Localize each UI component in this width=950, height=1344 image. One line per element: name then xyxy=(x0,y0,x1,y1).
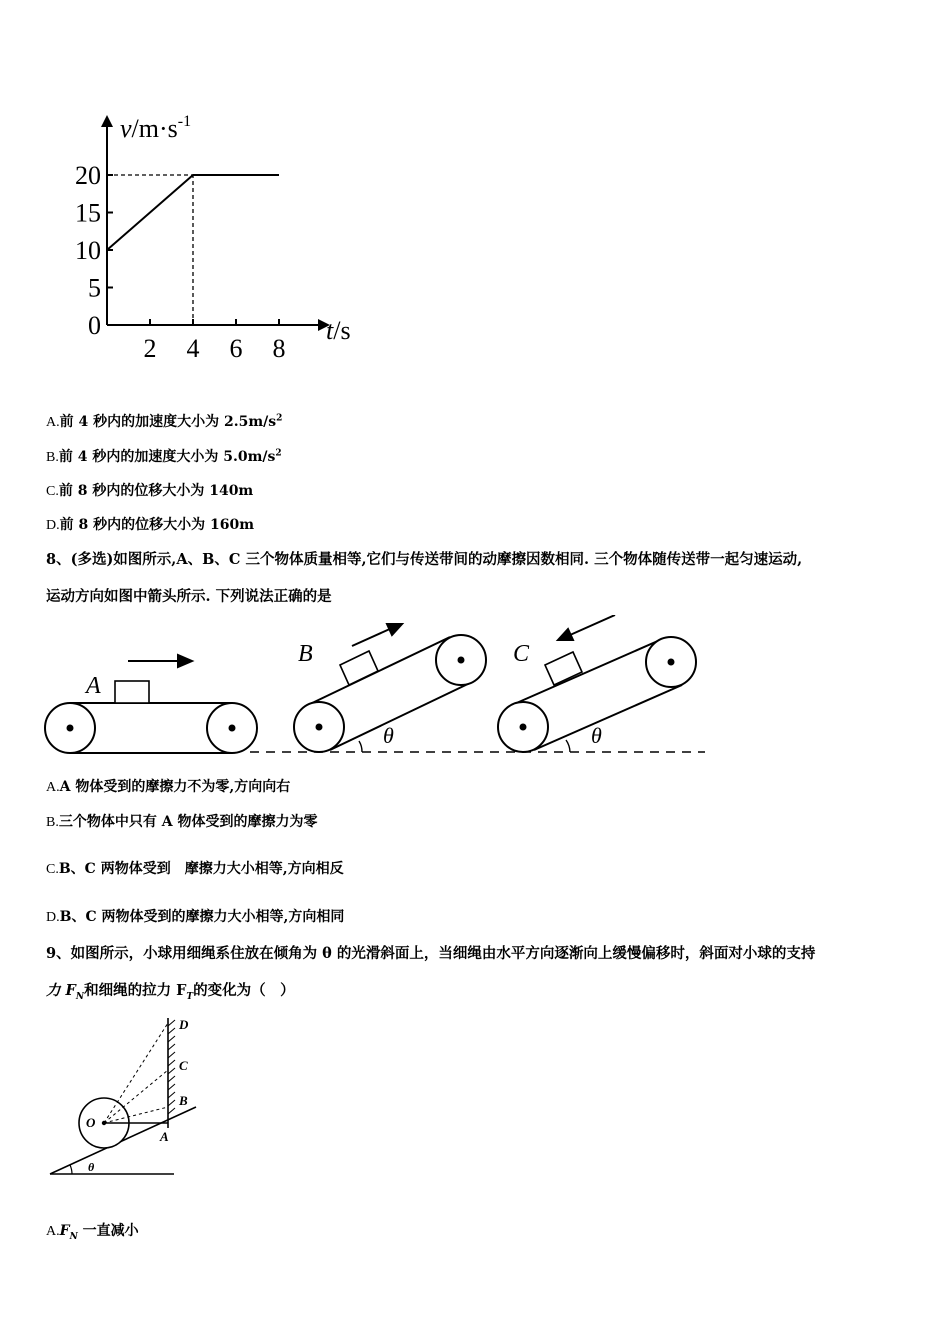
label-a: A xyxy=(86,673,101,699)
y-axis-arrow xyxy=(101,115,113,127)
q7-option-b[interactable]: B.前 4 秒内的加速度大小为 $5.0m/s^2$ xyxy=(46,448,282,465)
q7-option-c[interactable]: C.前 8 秒内的位移大小为 140m xyxy=(46,483,254,499)
label-b: B xyxy=(298,641,313,667)
label-b: B xyxy=(179,1093,188,1108)
x-tick-label: 6 xyxy=(229,334,243,363)
q9-option-a[interactable]: $A.F_N$ 一直减小 xyxy=(46,1223,139,1242)
x-tick-label: 8 xyxy=(272,334,286,363)
label-d: D xyxy=(179,1017,189,1032)
label-theta: θ xyxy=(88,1160,95,1174)
incline-ball-figure xyxy=(44,1010,214,1185)
y-tick-label: 10 xyxy=(75,236,101,265)
y-axis-label: $v/m\cdot s^{-1}$ xyxy=(120,113,192,143)
q9-stem-line1: 9、如图所示，小球用细绳系住放在倾角为 θ 的光滑斜面上，当细绳由水平方向逐渐向上缓慢偏移时，斜面对小球的支持 xyxy=(46,945,816,962)
label-o: O xyxy=(86,1115,96,1130)
q8-stem-line1: 8、(多选)如图所示,A、B、C 三个物体质量相等,它们与传送带间的动摩擦因数相同. 三个物体随传送带一起匀速运动, xyxy=(46,551,803,568)
q8-option-a[interactable]: A.A 物体受到的摩擦力不为零,方向向右 xyxy=(46,779,291,795)
arrow-a xyxy=(128,655,192,667)
label-c: C xyxy=(179,1058,188,1073)
x-tick-label: 2 xyxy=(143,334,157,363)
q8-option-b[interactable]: B.三个物体中只有 A 物体受到的摩擦力为零 xyxy=(46,814,318,830)
y-tick-label: 20 xyxy=(75,161,101,190)
arrow-b xyxy=(352,624,402,646)
label-a: A xyxy=(160,1129,169,1144)
theta-c: θ xyxy=(591,723,602,748)
y-tick-label: 0 xyxy=(88,311,101,340)
q9-stem-line2: 力 $F_N$和细绳的拉力 $F_T$的变化为（ ） xyxy=(46,982,295,1002)
block-c xyxy=(545,652,582,685)
angle-arc-c xyxy=(566,740,570,752)
q8-option-c[interactable]: C.B、C 两物体受到 摩擦力大小相等,方向相反 xyxy=(46,861,344,877)
q8-stem-line2: 运动方向如图中箭头所示. 下列说法正确的是 xyxy=(46,588,332,605)
q7-option-d[interactable]: D.前 8 秒内的位移大小为 160m xyxy=(46,517,255,533)
arrow-c xyxy=(558,615,615,640)
x-tick-label: 4 xyxy=(186,334,200,363)
y-tick-label: 5 xyxy=(88,273,101,303)
angle-arc-b xyxy=(359,741,362,752)
y-tick-label: 15 xyxy=(75,198,101,228)
q7-option-a[interactable]: A.前 4 秒内的加速度大小为 $2.5m/s^2$ xyxy=(46,413,283,430)
label-c: C xyxy=(513,641,530,667)
theta-b: θ xyxy=(383,723,394,748)
block-a xyxy=(115,681,149,703)
block-b xyxy=(340,651,378,685)
q8-option-d[interactable]: D.B、C 两物体受到的摩擦力大小相等,方向相同 xyxy=(46,909,345,925)
belt-a xyxy=(45,703,257,753)
conveyor-figure xyxy=(40,615,720,765)
vt-chart xyxy=(60,105,380,375)
x-axis-label: t/s xyxy=(326,316,351,345)
